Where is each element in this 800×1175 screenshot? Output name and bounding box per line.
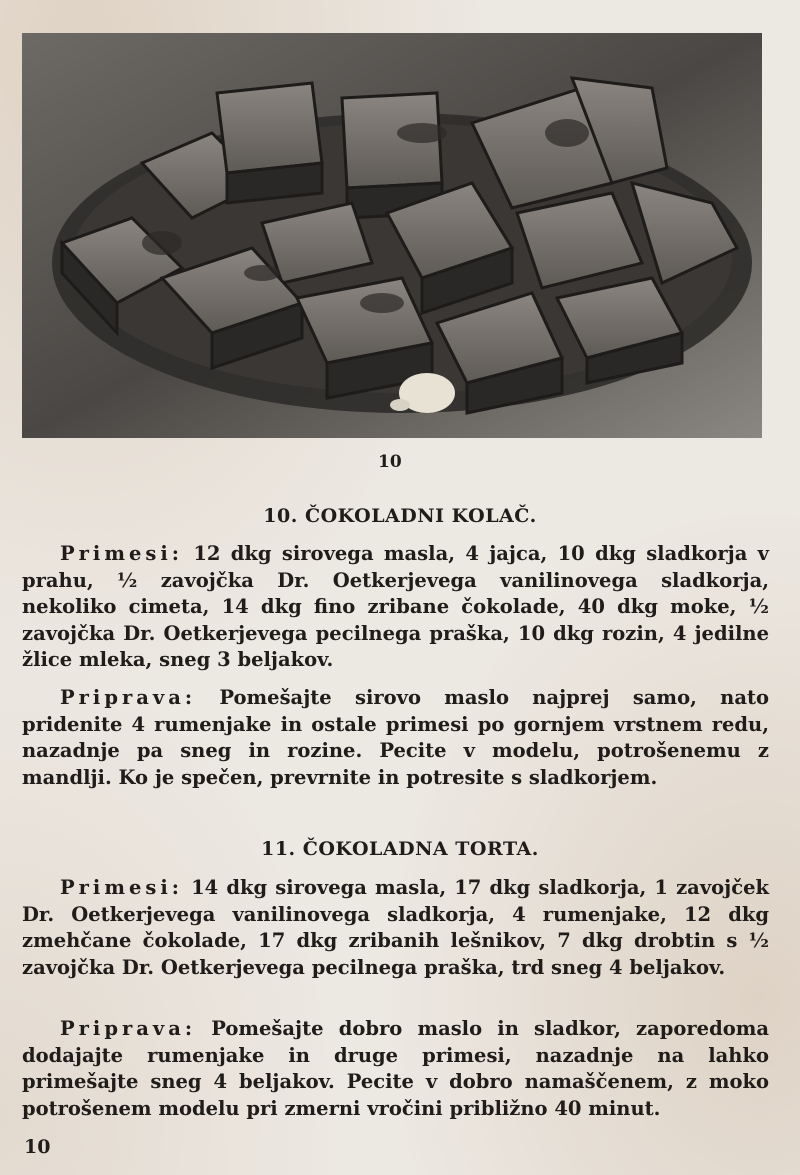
page-number: 10 — [24, 1136, 51, 1158]
cake-photo — [22, 33, 762, 438]
ingredients-text: 12 dkg sirovega masla, 4 jajca, 10 dkg sladkorja v prahu, ½ zavojčka Dr. Oetkerjevega vanilinovega sladkorja, nekoliko cimeta, 14 dkg fino zribane čokolade, 40 dkg moke, ½ zavojčka Dr. Oetkerjevega pecilnega praška, 10 dkg rozin, 4 jedilne žlice mleka, sneg 3 beljakov. — [22, 542, 769, 671]
figure-number: 10 — [378, 452, 402, 472]
recipe-10-title: 10. ČOKOLADNI KOLAČ. — [263, 505, 537, 527]
recipe-11-preparation — [22, 1016, 769, 1122]
preparation-text: Pomešajte sirovo maslo najprej samo, nato pridenite 4 rumenjake in ostale primesi po gornjem vrstnem redu, nazadnje pa sneg in rozine. Pecite v modelu, potrošenemu z mandlji. Ko je spečen, prevrnite in potresite s sladkorjem. — [22, 686, 770, 789]
cake-squares-illustration — [22, 33, 762, 438]
ingredients-label: Primesi: — [60, 876, 183, 899]
ingredients-text: 14 dkg sirovega masla, 17 dkg sladkorja, 1 zavojček Dr. Oetkerjevega vanilinovega sladkorja, 4 rumenjake, 12 dkg zmehčane čokolade, 17 dkg zribanih lešnikov, 7 dkg drobtin s ½ zavojčka Dr. Oetkerjevega pecilnega praška, trd sneg 4 beljakov. — [22, 876, 769, 979]
ingredients-label: Primesi: — [60, 542, 183, 565]
preparation-text: Pomešajte dobro maslo in sladkor, zaporedoma dodajajte rumenjake in druge primesi, nazadnje na lahko primešajte sneg 4 beljakov. Pecite v dobro namaščenem, z moko potrošenem modelu pri zmerni vročini približno 40 minut. — [22, 1017, 769, 1120]
recipe-11-title: 11. ČOKOLADNA TORTA. — [261, 838, 539, 860]
recipe-11-ingredients — [22, 875, 769, 981]
recipe-10-ingredients — [22, 541, 769, 674]
recipe-10-preparation — [22, 685, 769, 791]
preparation-label: Priprava: — [60, 686, 197, 709]
preparation-label: Priprava: — [60, 1017, 197, 1040]
